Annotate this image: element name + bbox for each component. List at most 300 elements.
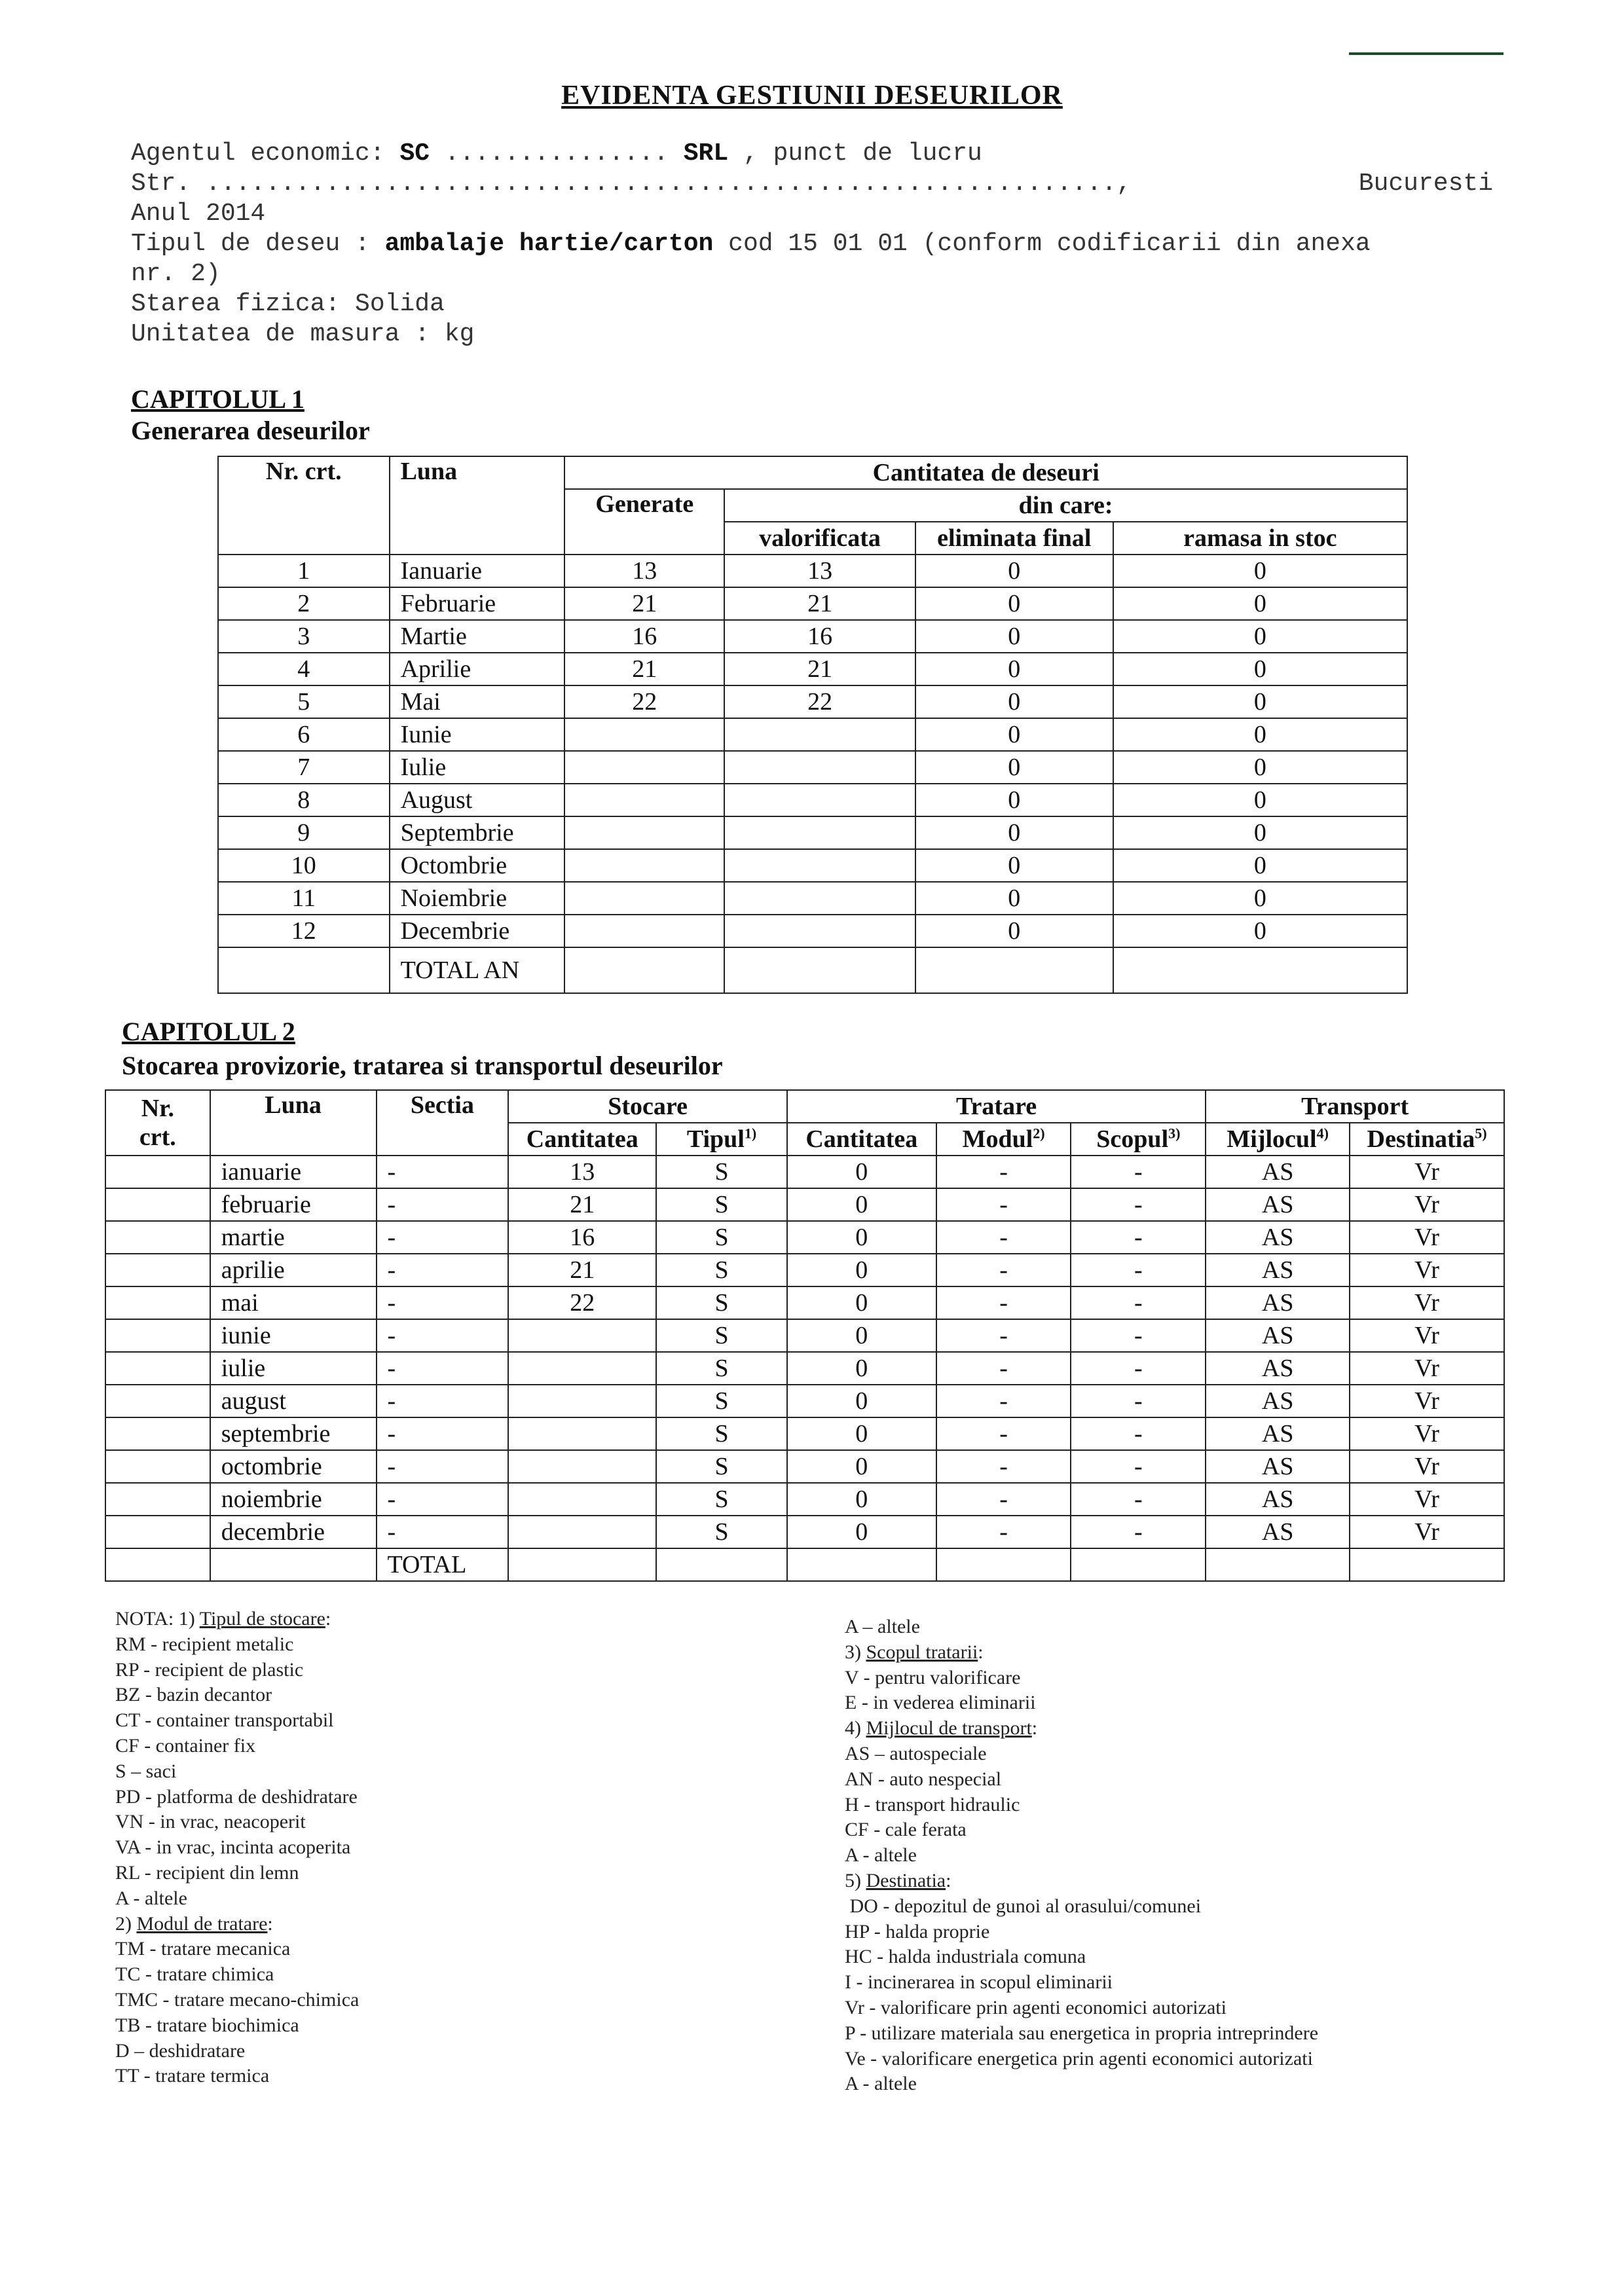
note-line xyxy=(845,2021,1624,2047)
total-nr xyxy=(218,947,390,993)
cell-nr xyxy=(105,1254,210,1286)
note-line xyxy=(115,1988,770,2013)
cell-eliminata: 0 xyxy=(915,784,1113,816)
cell-scopul: - xyxy=(1071,1221,1206,1254)
note-line xyxy=(115,1937,770,1962)
cell-ramasa: 0 xyxy=(1113,784,1407,816)
table-row xyxy=(218,555,1407,587)
street-label: Str. ............................................................., xyxy=(131,170,1132,198)
cell-valorificata xyxy=(724,816,915,849)
cell-cantitate xyxy=(508,1450,656,1483)
col-crt-label: crt. xyxy=(139,1123,176,1151)
cell-mijlocul: AS xyxy=(1206,1385,1350,1417)
note-text: TC - tratare chimica xyxy=(115,1963,274,1986)
cell-generate xyxy=(564,784,724,816)
note-line xyxy=(845,1970,1624,1995)
cell-luna: februarie xyxy=(210,1188,377,1221)
cell-tipul: S xyxy=(656,1286,787,1319)
table-row xyxy=(105,1156,1504,1188)
cell-generate: 21 xyxy=(564,653,724,685)
cell-generate: 21 xyxy=(564,587,724,620)
note-text: AS – autospeciale xyxy=(845,1742,987,1764)
note-line xyxy=(115,1912,770,1937)
cell-mijlocul: AS xyxy=(1206,1221,1350,1254)
table-row xyxy=(218,784,1407,816)
note-text: V - pentru valorificare xyxy=(845,1666,1021,1688)
cell-tipul: S xyxy=(656,1319,787,1352)
agent-label: Agentul economic: xyxy=(131,139,400,168)
table-row xyxy=(105,1319,1504,1352)
cell-destinatia: Vr xyxy=(1350,1319,1504,1352)
col-eliminata: eliminata final xyxy=(915,522,1113,555)
cell-luna: iulie xyxy=(210,1352,377,1385)
note-text: S – saci xyxy=(115,1760,177,1782)
cell-nr xyxy=(105,1483,210,1516)
note-line xyxy=(845,2047,1624,2072)
cell-generate xyxy=(564,816,724,849)
note-text: P - utilizare materiala sau energetica in propria intreprindere xyxy=(845,2022,1319,2044)
cell-nr: 8 xyxy=(218,784,390,816)
cell-valorificata xyxy=(724,882,915,915)
cell-tipul: S xyxy=(656,1254,787,1286)
cell-valorificata: 21 xyxy=(724,653,915,685)
note-text: HC - halda industriala comuna xyxy=(845,1946,1086,1968)
cell-luna: ianuarie xyxy=(210,1156,377,1188)
cell-luna: Mai xyxy=(390,685,565,718)
cell-eliminata: 0 xyxy=(915,882,1113,915)
note-line xyxy=(845,1920,1624,1945)
note-text: 4) xyxy=(845,1717,866,1740)
cell-ramasa: 0 xyxy=(1113,751,1407,784)
cell-modul: - xyxy=(936,1221,1071,1254)
note-line xyxy=(845,1767,1624,1793)
cell-sectia: - xyxy=(377,1188,509,1221)
cell-destinatia: Vr xyxy=(1350,1221,1504,1254)
note-line xyxy=(115,2064,770,2089)
note-text: Vr - valorificare prin agenti economici autorizati xyxy=(845,1996,1227,2018)
cell-valorificata xyxy=(724,718,915,751)
total2-c2 xyxy=(656,1548,787,1581)
city: Bucuresti xyxy=(1358,170,1493,198)
col-transport: Transport xyxy=(1206,1090,1504,1123)
note-after: : xyxy=(978,1641,984,1663)
cell-cantitate xyxy=(508,1319,656,1352)
cell-destinatia: Vr xyxy=(1350,1516,1504,1548)
table-row xyxy=(218,751,1407,784)
cell-valorificata xyxy=(724,784,915,816)
cell-destinatia: Vr xyxy=(1350,1483,1504,1516)
table-row xyxy=(218,587,1407,620)
cell-destinatia: Vr xyxy=(1350,1254,1504,1286)
note-line xyxy=(845,1843,1624,1868)
col-luna-2: Luna xyxy=(210,1090,377,1156)
storage-table xyxy=(105,1089,1505,1582)
cell-trat_cant: 0 xyxy=(787,1221,936,1254)
header-year: Anul 2014 xyxy=(131,200,266,228)
cell-tipul: S xyxy=(656,1221,787,1254)
cell-scopul: - xyxy=(1071,1319,1206,1352)
note-line xyxy=(115,1835,770,1861)
note-line xyxy=(845,1894,1624,1920)
cell-valorificata xyxy=(724,751,915,784)
chapter2-heading xyxy=(122,1016,295,1047)
cell-nr: 1 xyxy=(218,555,390,587)
table-row xyxy=(105,1352,1504,1385)
cell-cantitate xyxy=(508,1352,656,1385)
total2-c1 xyxy=(508,1548,656,1581)
cell-trat_cant: 0 xyxy=(787,1156,936,1188)
total-eliminata xyxy=(915,947,1113,993)
cell-luna: Martie xyxy=(390,620,565,653)
cell-eliminata: 0 xyxy=(915,816,1113,849)
cell-ramasa: 0 xyxy=(1113,718,1407,751)
col-din-care: din care: xyxy=(724,489,1407,522)
cell-cantitate xyxy=(508,1483,656,1516)
note-line xyxy=(845,1995,1624,2021)
col-destinatia xyxy=(1350,1123,1504,1156)
cell-valorificata: 22 xyxy=(724,685,915,718)
note-line xyxy=(845,1690,1624,1716)
cell-modul: - xyxy=(936,1156,1071,1188)
note-text: DO - depozitul de gunoi al orasului/comunei xyxy=(845,1895,1202,1917)
waste-code: cod 15 01 01 (conform codificarii din anexa xyxy=(713,230,1371,258)
note-text: RL - recipient din lemn xyxy=(115,1861,299,1884)
cell-mijlocul: AS xyxy=(1206,1319,1350,1352)
header-agent-line xyxy=(131,139,1493,169)
cell-nr xyxy=(105,1450,210,1483)
cell-trat_cant: 0 xyxy=(787,1417,936,1450)
cell-sectia: - xyxy=(377,1450,509,1483)
table-row xyxy=(105,1286,1504,1319)
cell-ramasa: 0 xyxy=(1113,620,1407,653)
cell-scopul: - xyxy=(1071,1516,1206,1548)
waste-type-label: Tipul de deseu : xyxy=(131,230,385,258)
col-modul-sup: 2) xyxy=(1033,1125,1045,1142)
note-text: BZ - bazin decantor xyxy=(115,1684,272,1706)
note-text: AN - auto nespecial xyxy=(845,1768,1002,1790)
note-text: TB - tratare biochimica xyxy=(115,2014,299,2036)
cell-modul: - xyxy=(936,1483,1071,1516)
cell-ramasa: 0 xyxy=(1113,587,1407,620)
note-line xyxy=(845,1944,1624,1970)
total2-c3 xyxy=(787,1548,936,1581)
cell-trat_cant: 0 xyxy=(787,1450,936,1483)
cell-generate xyxy=(564,718,724,751)
note-line xyxy=(845,1868,1624,1894)
note-text: VA - in vrac, incinta acoperita xyxy=(115,1836,351,1859)
col-stocare: Stocare xyxy=(508,1090,787,1123)
cell-eliminata: 0 xyxy=(915,849,1113,882)
cell-mijlocul: AS xyxy=(1206,1188,1350,1221)
cell-scopul: - xyxy=(1071,1156,1206,1188)
cell-tipul: S xyxy=(656,1352,787,1385)
note-text: TM - tratare mecanica xyxy=(115,1938,291,1960)
cell-luna: Octombrie xyxy=(390,849,565,882)
cell-nr xyxy=(105,1221,210,1254)
cell-generate: 22 xyxy=(564,685,724,718)
total2-c5 xyxy=(1071,1548,1206,1581)
cell-trat_cant: 0 xyxy=(787,1188,936,1221)
table-row xyxy=(105,1483,1504,1516)
cell-nr: 4 xyxy=(218,653,390,685)
table-row xyxy=(105,1450,1504,1483)
document-title: EVIDENTA GESTIUNII DESEURILOR xyxy=(561,81,1063,111)
cell-nr: 3 xyxy=(218,620,390,653)
note-underlined: Mijlocul de transport xyxy=(866,1717,1032,1740)
total-ramasa xyxy=(1113,947,1407,993)
note-line xyxy=(115,1785,770,1810)
cell-destinatia: Vr xyxy=(1350,1385,1504,1417)
col-modul xyxy=(936,1123,1071,1156)
cell-luna: Septembrie xyxy=(390,816,565,849)
cell-generate: 13 xyxy=(564,555,724,587)
note-line xyxy=(115,2013,770,2039)
table-row xyxy=(105,1516,1504,1548)
note-line xyxy=(115,2039,770,2064)
cell-luna: octombrie xyxy=(210,1450,377,1483)
cell-scopul: - xyxy=(1071,1385,1206,1417)
cell-modul: - xyxy=(936,1319,1071,1352)
col-nr-label: Nr. xyxy=(141,1095,175,1122)
cell-luna: Iulie xyxy=(390,751,565,784)
cell-eliminata: 0 xyxy=(915,685,1113,718)
cell-eliminata: 0 xyxy=(915,751,1113,784)
note-line xyxy=(115,1861,770,1886)
note-text: TT - tratare termica xyxy=(115,2065,270,2087)
note-text: H - transport hidraulic xyxy=(845,1793,1020,1815)
cell-nr: 12 xyxy=(218,915,390,947)
waste-type-value: ambalaje hartie/carton xyxy=(384,230,714,258)
note-text: RM - recipient metalic xyxy=(115,1633,294,1655)
chapter2-subheading: Stocarea provizorie, tratarea si transportul deseurilor xyxy=(122,1051,723,1080)
cell-sectia: - xyxy=(377,1385,509,1417)
cell-luna: septembrie xyxy=(210,1417,377,1450)
note-line xyxy=(845,1666,1624,1691)
col-mijlocul-label: Mijlocul xyxy=(1227,1125,1317,1153)
col-scopul-sup: 3) xyxy=(1168,1125,1181,1142)
cell-ramasa: 0 xyxy=(1113,685,1407,718)
cell-sectia: - xyxy=(377,1352,509,1385)
cell-cantitate: 21 xyxy=(508,1188,656,1221)
note-line xyxy=(845,1741,1624,1767)
col-destinatia-sup: 5) xyxy=(1475,1125,1487,1142)
cell-valorificata: 16 xyxy=(724,620,915,653)
cell-mijlocul: AS xyxy=(1206,1286,1350,1319)
total-an-label: TOTAL AN xyxy=(390,947,565,993)
table-row xyxy=(218,718,1407,751)
col-valorificata: valorificata xyxy=(724,522,915,555)
cell-generate: 16 xyxy=(564,620,724,653)
cell-nr: 6 xyxy=(218,718,390,751)
note-text: 5) xyxy=(845,1869,866,1891)
cell-scopul: - xyxy=(1071,1286,1206,1319)
col-destinatia-label: Destinatia xyxy=(1367,1125,1475,1153)
col-tipul-label: Tipul xyxy=(686,1125,745,1153)
total2-luna xyxy=(210,1548,377,1581)
note-after: : xyxy=(1031,1717,1038,1740)
cell-ramasa: 0 xyxy=(1113,915,1407,947)
note-line xyxy=(845,1716,1624,1741)
cell-tipul: S xyxy=(656,1450,787,1483)
note-text: CT - container transportabil xyxy=(115,1709,334,1732)
cell-eliminata: 0 xyxy=(915,555,1113,587)
note-line xyxy=(115,1683,770,1708)
cell-nr: 9 xyxy=(218,816,390,849)
note-underlined: Tipul de stocare xyxy=(199,1608,325,1630)
table-row xyxy=(105,1385,1504,1417)
note-line xyxy=(845,1640,1624,1666)
cell-cantitate: 22 xyxy=(508,1286,656,1319)
cell-nr: 2 xyxy=(218,587,390,620)
cell-trat_cant: 0 xyxy=(787,1483,936,1516)
col-mijlocul xyxy=(1206,1123,1350,1156)
table-row xyxy=(105,1417,1504,1450)
note-text: I - incinerarea in scopul eliminarii xyxy=(845,1971,1113,1994)
agent-sc: SC xyxy=(399,139,430,168)
cell-sectia: - xyxy=(377,1417,509,1450)
cell-destinatia: Vr xyxy=(1350,1188,1504,1221)
cell-cantitate: 21 xyxy=(508,1254,656,1286)
note-text: E - in vederea eliminarii xyxy=(845,1692,1036,1714)
note-text: TMC - tratare mecano-chimica xyxy=(115,1988,360,2011)
cell-destinatia: Vr xyxy=(1350,1352,1504,1385)
cell-generate xyxy=(564,915,724,947)
cell-eliminata: 0 xyxy=(915,718,1113,751)
cell-generate xyxy=(564,849,724,882)
cell-cantitate xyxy=(508,1516,656,1548)
cell-mijlocul: AS xyxy=(1206,1450,1350,1483)
cell-generate xyxy=(564,882,724,915)
table-row xyxy=(218,882,1407,915)
cell-nr xyxy=(105,1516,210,1548)
cell-destinatia: Vr xyxy=(1350,1156,1504,1188)
header-annex: nr. 2) xyxy=(131,260,221,288)
cell-modul: - xyxy=(936,1516,1071,1548)
col-scopul xyxy=(1071,1123,1206,1156)
note-text: NOTA: 1) xyxy=(115,1608,200,1630)
note-after: : xyxy=(267,1912,273,1935)
cell-valorificata xyxy=(724,915,915,947)
note-line xyxy=(845,1793,1624,1818)
header-physical-state: Starea fizica: Solida xyxy=(131,290,445,318)
generation-table xyxy=(217,456,1408,994)
cell-sectia: - xyxy=(377,1516,509,1548)
cell-eliminata: 0 xyxy=(915,620,1113,653)
table-row xyxy=(105,1221,1504,1254)
col-nr-crt: Nr. crt. xyxy=(218,456,390,555)
agent-dots: ............... xyxy=(430,139,684,168)
cell-tipul: S xyxy=(656,1483,787,1516)
note-text: RP - recipient de plastic xyxy=(115,1658,304,1681)
cell-ramasa: 0 xyxy=(1113,882,1407,915)
table-row xyxy=(218,816,1407,849)
note-line xyxy=(845,2071,1624,2097)
cell-tipul: S xyxy=(656,1156,787,1188)
cell-modul: - xyxy=(936,1286,1071,1319)
note-line xyxy=(115,1708,770,1734)
cell-luna: martie xyxy=(210,1221,377,1254)
note-line xyxy=(115,1810,770,1835)
col-cantitatea-tratare: Cantitatea xyxy=(787,1123,936,1156)
col-mijlocul-sup: 4) xyxy=(1316,1125,1329,1142)
cell-luna: aprilie xyxy=(210,1254,377,1286)
table-row xyxy=(105,1254,1504,1286)
cell-sectia: - xyxy=(377,1156,509,1188)
cell-luna: august xyxy=(210,1385,377,1417)
cell-tipul: S xyxy=(656,1516,787,1548)
col-luna: Luna xyxy=(390,456,565,555)
cell-sectia: - xyxy=(377,1221,509,1254)
col-tratare: Tratare xyxy=(787,1090,1206,1123)
col-tipul xyxy=(656,1123,787,1156)
note-line xyxy=(115,1632,770,1658)
note-line xyxy=(115,1734,770,1759)
cell-trat_cant: 0 xyxy=(787,1352,936,1385)
cell-modul: - xyxy=(936,1417,1071,1450)
total2-c4 xyxy=(936,1548,1071,1581)
table-row xyxy=(218,620,1407,653)
note-line xyxy=(115,1658,770,1683)
table-row xyxy=(105,1188,1504,1221)
cell-modul: - xyxy=(936,1352,1071,1385)
cell-ramasa: 0 xyxy=(1113,816,1407,849)
cell-luna: Decembrie xyxy=(390,915,565,947)
note-line xyxy=(845,1817,1624,1843)
cell-nr xyxy=(105,1156,210,1188)
note-underlined: Destinatia xyxy=(866,1869,946,1891)
note-text: VN - in vrac, neacoperit xyxy=(115,1811,306,1833)
cell-scopul: - xyxy=(1071,1483,1206,1516)
note-text: 3) xyxy=(845,1641,866,1663)
col-scopul-label: Scopul xyxy=(1096,1125,1169,1153)
cell-luna: August xyxy=(390,784,565,816)
cell-modul: - xyxy=(936,1385,1071,1417)
chapter2-title: CAPITOLUL 2 xyxy=(122,1017,295,1046)
total-generate xyxy=(564,947,724,993)
note-text: 2) xyxy=(115,1912,137,1935)
cell-scopul: - xyxy=(1071,1450,1206,1483)
cell-cantitate: 13 xyxy=(508,1156,656,1188)
cell-scopul: - xyxy=(1071,1352,1206,1385)
cell-destinatia: Vr xyxy=(1350,1417,1504,1450)
cell-sectia: - xyxy=(377,1483,509,1516)
cell-nr: 10 xyxy=(218,849,390,882)
cell-sectia: - xyxy=(377,1286,509,1319)
note-line xyxy=(115,1759,770,1785)
cell-sectia: - xyxy=(377,1319,509,1352)
note-text: D – deshidratare xyxy=(115,2039,246,2062)
cell-nr xyxy=(105,1286,210,1319)
note-text: A - altele xyxy=(845,1844,917,1867)
cell-luna: Ianuarie xyxy=(390,555,565,587)
col-modul-label: Modul xyxy=(962,1125,1033,1153)
cell-eliminata: 0 xyxy=(915,653,1113,685)
cell-valorificata: 21 xyxy=(724,587,915,620)
cell-valorificata xyxy=(724,849,915,882)
cell-trat_cant: 0 xyxy=(787,1254,936,1286)
cell-eliminata: 0 xyxy=(915,587,1113,620)
total2-c6 xyxy=(1206,1548,1350,1581)
cell-mijlocul: AS xyxy=(1206,1254,1350,1286)
cell-luna: Iunie xyxy=(390,718,565,751)
cell-tipul: S xyxy=(656,1188,787,1221)
note-text: A - altele xyxy=(845,2073,917,2095)
note-underlined: Scopul tratarii xyxy=(866,1641,978,1663)
col-generate: Generate xyxy=(564,489,724,555)
note-after: : xyxy=(946,1869,951,1891)
table-row xyxy=(218,849,1407,882)
cell-ramasa: 0 xyxy=(1113,555,1407,587)
